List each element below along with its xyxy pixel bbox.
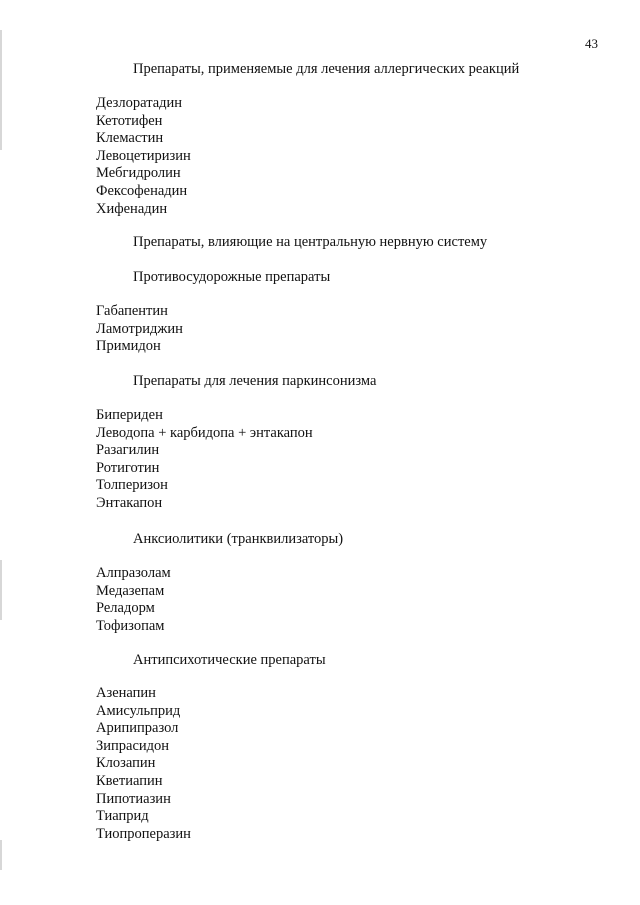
- drug-list-allergy: [96, 95, 191, 218]
- list-item: Реладорм: [96, 600, 155, 617]
- list-item: Кетотифен: [96, 112, 163, 129]
- section-heading-allergy: Препараты, применяемые для лечения аллергических реакций: [133, 61, 520, 77]
- list-item: Пипотиазин: [96, 790, 171, 807]
- list-item: Ламотриджин: [96, 320, 183, 337]
- drug-list-parkinsonism: [96, 407, 313, 513]
- page-number: 43: [585, 36, 598, 51]
- list-item: Кветиапин: [96, 772, 163, 789]
- scan-edge-mark: [0, 30, 2, 150]
- scan-edge-mark: [0, 560, 2, 620]
- scan-edge-mark: [0, 840, 2, 870]
- list-item: Габапентин: [96, 303, 168, 319]
- list-item: Фексофенадин: [96, 182, 188, 199]
- list-item: Левоцетиризин: [96, 147, 191, 164]
- list-item: Леводопа + карбидопа + энтакапон: [96, 424, 313, 441]
- list-item: Тиаприд: [96, 808, 149, 825]
- list-item: Арипипразол: [96, 720, 179, 737]
- drug-list-anxiolytics: [96, 565, 171, 635]
- section-heading-anticonvulsants: Противосудорожные препараты: [133, 269, 331, 285]
- list-item: Амисульприд: [96, 702, 181, 719]
- list-item: Дезлоратадин: [96, 95, 183, 111]
- list-item: Клозапин: [96, 755, 156, 772]
- list-item: Энтакапон: [96, 494, 163, 511]
- list-item: Тофизопам: [96, 617, 165, 634]
- list-item: Толперизон: [96, 477, 168, 494]
- list-item: Примидон: [96, 338, 161, 355]
- drug-list-antipsychotics: [96, 685, 191, 843]
- list-item: Разагилин: [96, 442, 160, 459]
- list-item: Тиопроперазин: [96, 825, 191, 842]
- list-item: Ротиготин: [96, 459, 160, 476]
- list-item: Мебгидролин: [96, 165, 181, 182]
- list-item: Алпразолам: [96, 565, 171, 581]
- list-item: Зипрасидон: [96, 737, 170, 754]
- list-item: Клемастин: [96, 130, 164, 147]
- list-item: Азенапин: [96, 685, 156, 701]
- list-item: Медазепам: [96, 582, 165, 599]
- list-item: Хифенадин: [96, 200, 168, 217]
- section-heading-parkinsonism: Препараты для лечения паркинсонизма: [133, 373, 377, 389]
- list-item: Бипериден: [96, 407, 163, 423]
- section-heading-antipsychotics: Антипсихотические препараты: [133, 652, 326, 668]
- section-heading-cns: Препараты, влияющие на центральную нервную систему: [133, 234, 488, 250]
- section-heading-anxiolytics: Анксиолитики (транквилизаторы): [133, 531, 344, 547]
- drug-list-anticonvulsants: [96, 303, 183, 356]
